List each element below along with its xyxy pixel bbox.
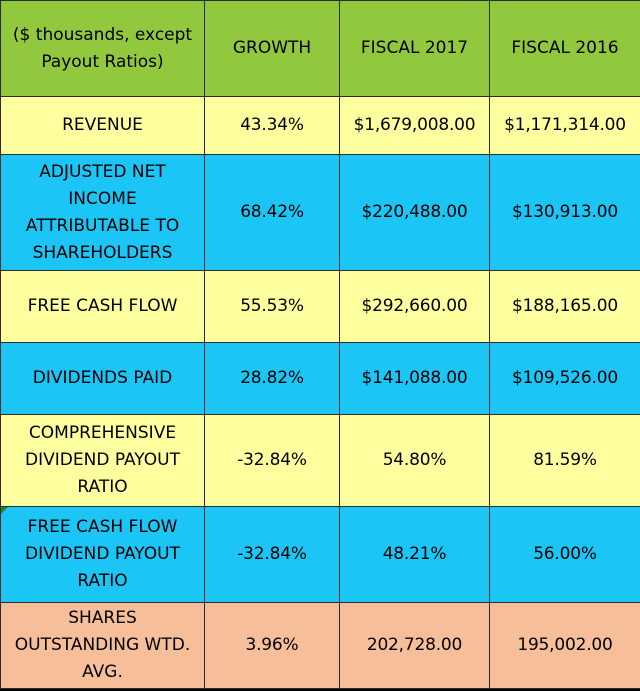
table-row [1,507,640,603]
fiscal-2017-cell: 54.80% [340,415,490,507]
row-label: FREE CASH FLOW DIVIDEND PAYOUT RATIO [1,507,205,603]
fiscal-2017-cell: 202,728.00 [340,603,490,689]
header-fiscal-2017: FISCAL 2017 [340,1,490,97]
growth-cell: 68.42% [205,155,340,271]
fiscal-2016-cell: $1,171,314.00 [490,97,640,155]
fiscal-2017-cell: $292,660.00 [340,271,490,343]
header-label: ($ thousands, except Payout Ratios) [1,1,205,97]
fiscal-2017-cell: $220,488.00 [340,155,490,271]
growth-cell: 55.53% [205,271,340,343]
table-row [1,343,640,415]
row-label: ADJUSTED NET INCOME ATTRIBUTABLE TO SHAREHOLDERS [1,155,205,271]
header-row [1,1,640,97]
row-label: REVENUE [1,97,205,155]
header-fiscal-2016: FISCAL 2016 [490,1,640,97]
fiscal-2016-cell: $130,913.00 [490,155,640,271]
row-label: COMPREHENSIVE DIVIDEND PAYOUT RATIO [1,415,205,507]
fiscal-2016-cell: $188,165.00 [490,271,640,343]
growth-cell: 43.34% [205,97,340,155]
fiscal-2017-cell: 48.21% [340,507,490,603]
table-row [1,271,640,343]
table-row [1,415,640,507]
table-row [1,97,640,155]
row-label: DIVIDENDS PAID [1,343,205,415]
fiscal-2017-cell: $141,088.00 [340,343,490,415]
row-label: SHARES OUTSTANDING WTD. AVG. [1,603,205,689]
growth-cell: 28.82% [205,343,340,415]
growth-cell: -32.84% [205,507,340,603]
header-growth: GROWTH [205,1,340,97]
fiscal-2016-cell: 56.00% [490,507,640,603]
fiscal-2017-cell: $1,679,008.00 [340,97,490,155]
growth-cell: 3.96% [205,603,340,689]
fiscal-2016-cell: 81.59% [490,415,640,507]
fiscal-2016-cell: $109,526.00 [490,343,640,415]
table-row [1,155,640,271]
table-row [1,603,640,689]
row-label: FREE CASH FLOW [1,271,205,343]
growth-cell: -32.84% [205,415,340,507]
fiscal-2016-cell: 195,002.00 [490,603,640,689]
